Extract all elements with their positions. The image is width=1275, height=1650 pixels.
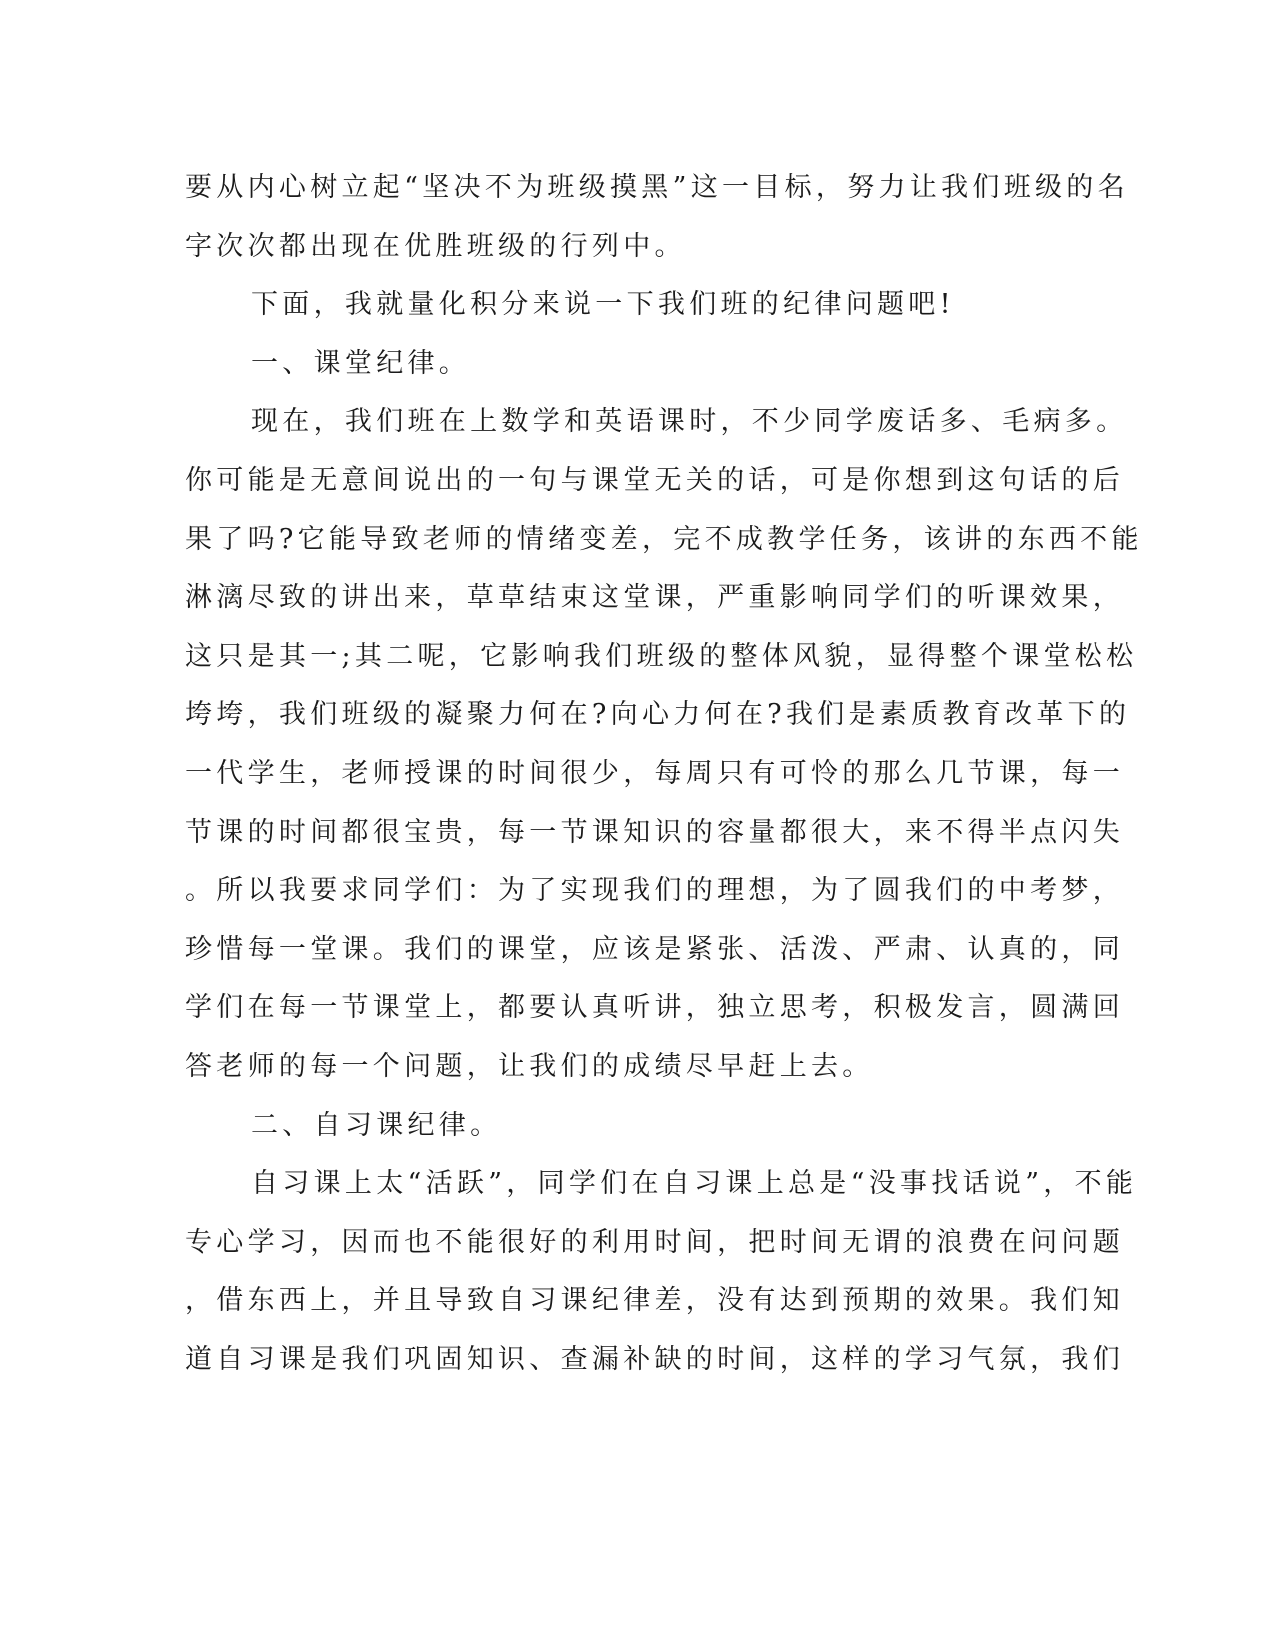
section-heading: 二、自习课纪律。 [251, 1109, 502, 1141]
text-line: 垮垮，我们班级的凝聚力何在?向心力何在?我们是素质教育改革下的 [185, 699, 1131, 731]
text-line: 。所以我要求同学们：为了实现我们的理想，为了圆我们的中考梦， [185, 875, 1124, 907]
text-line: 要从内心树立起“坚决不为班级摸黑”这一目标，努力让我们班级的名 [185, 172, 1129, 203]
text-line: 这只是其一;其二呢，它影响我们班级的整体风貌，显得整个课堂松松 [185, 640, 1138, 672]
section-heading: 一、课堂纪律。 [251, 347, 471, 379]
text-line: 一代学生，老师授课的时间很少，每周只有可怜的那么几节课，每一 [185, 757, 1124, 789]
text-line: 珍惜每一堂课。我们的课堂，应该是紧张、活泼、严肃、认真的，同 [185, 933, 1124, 965]
text-line: 专心学习，因而也不能很好的利用时间，把时间无谓的浪费在问问题 [185, 1226, 1124, 1258]
text-line: 答老师的每一个问题，让我们的成绩尽早赶上去。 [185, 1050, 874, 1082]
text-line: 自习课上太“活跃”，同学们在自习课上总是“没事找话说”，不能 [251, 1168, 1138, 1200]
text-line: ，借东西上，并且导致自习课纪律差，没有达到预期的效果。我们知 [185, 1285, 1124, 1317]
text-line: 道自习课是我们巩固知识、查漏补缺的时间，这样的学习气氛，我们 [185, 1343, 1124, 1375]
document-body [185, 159, 1143, 1389]
text-line: 果了吗?它能导致老师的情绪变差，完不成教学任务，该讲的东西不能 [185, 523, 1143, 555]
text-line: 下面，我就量化积分来说一下我们班的纪律问题吧! [251, 289, 955, 321]
text-line: 字次次都出现在优胜班级的行列中。 [185, 230, 686, 262]
text-line: 节课的时间都很宝贵，每一节课知识的容量都很大，来不得半点闪失 [185, 816, 1124, 848]
text-line: 现在，我们班在上数学和英语课时，不少同学废话多、毛病多。 [251, 406, 1128, 438]
text-line: 学们在每一节课堂上，都要认真听讲，独立思考，积极发言，圆满回 [185, 992, 1124, 1024]
text-line: 淋漓尽致的讲出来，草草结束这堂课，严重影响同学们的听课效果， [185, 582, 1124, 614]
text-line: 你可能是无意间说出的一句与课堂无关的话，可是你想到这句话的后 [185, 464, 1124, 496]
